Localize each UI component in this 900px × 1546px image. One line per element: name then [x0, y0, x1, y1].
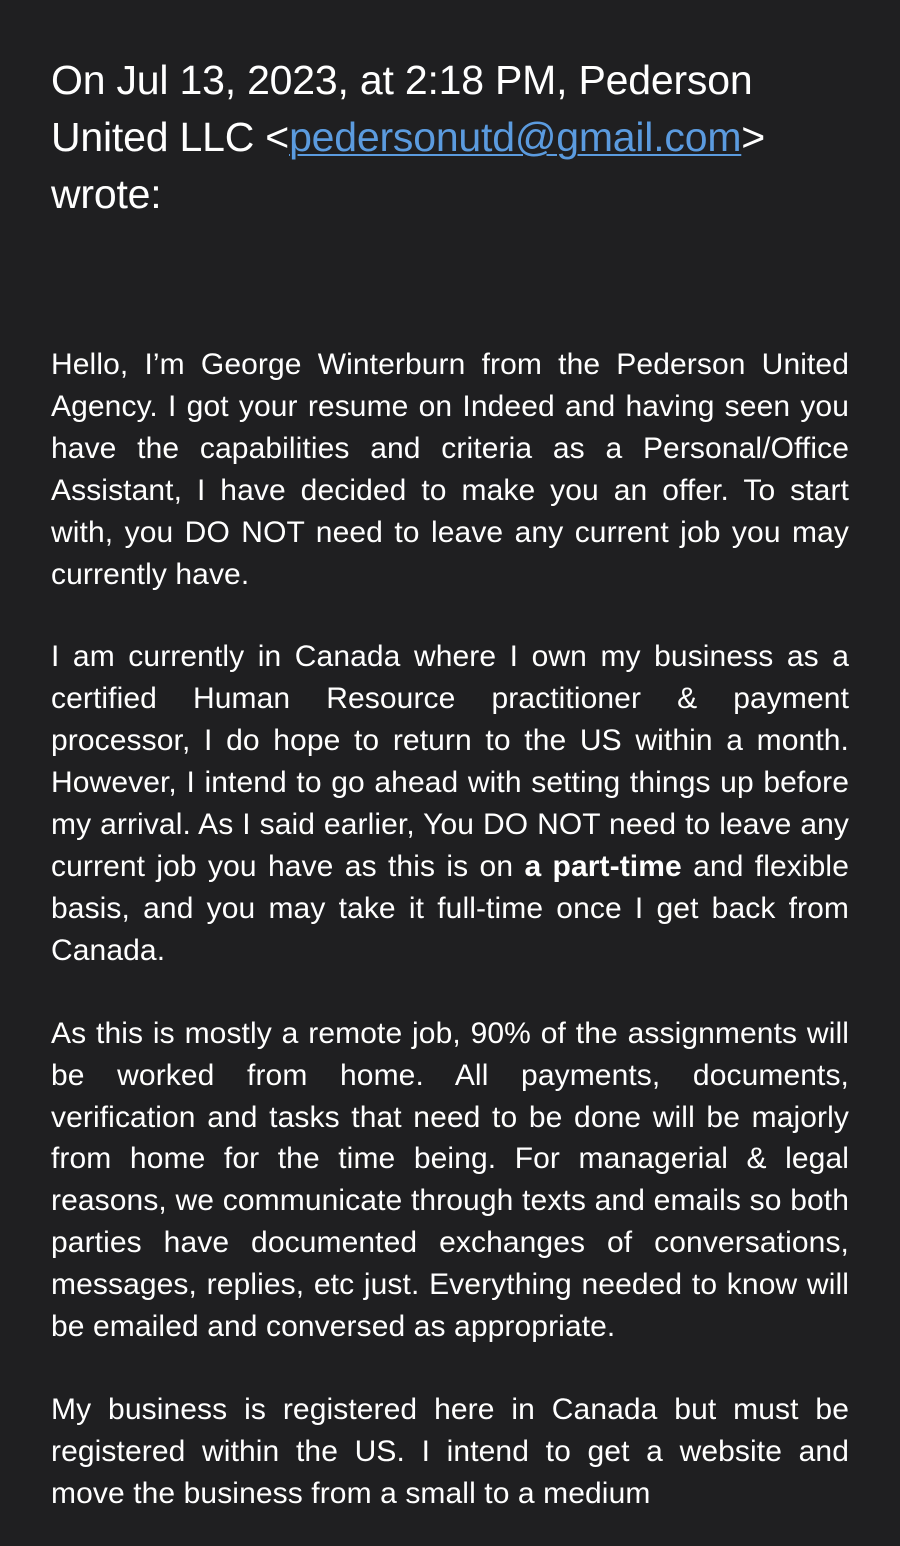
body-paragraph-1: Hello, I’m George Winterburn from the Pederson United Agency. I got your resume on Indeed and having seen you have the capabilities and criteria as a Personal/Office Assistant, I have decided to make you an offer. To start with, you DO NOT need to leave any current job you may currently have.	[51, 348, 849, 591]
body-paragraph-2-end: and flexible basis, and you may take it full-time once I get back from Canada.	[51, 849, 849, 967]
body-paragraph-2	[51, 636, 849, 971]
message-body	[51, 344, 849, 1515]
sender-email-link[interactable]: pedersonutd@gmail.com	[289, 114, 742, 160]
body-paragraph-3: As this is mostly a remote job, 90% of the assignments will be worked from home. All payments, documents, verification and tasks that need to be done will be majorly from home for the time being. For managerial & legal reasons, we communicate through texts and emails so both parties have documented exchanges of conversations, messages, replies, etc just. Everything needed to know will be emailed and conversed as appropriate.	[51, 1016, 849, 1344]
quote-header-prefix: On Jul 13, 2023, at 2:18 PM, Pederson United LLC <	[51, 57, 753, 160]
body-paragraph-2-start: I am currently in Canada where I own my business as a certified Human Resource practitioner & payment processor, I do hope to return to the US within a month. However, I intend to go ahead with setting things up before my arrival. As I said earlier, You DO NOT need to leave any current job you have as this is on	[51, 640, 849, 883]
quote-header-suffix: > wrote:	[51, 114, 766, 217]
body-paragraph-2-bold: a part-time	[524, 849, 682, 883]
body-paragraph-4: My business is registered here in Canada but must be registered within the US. I intend to get a website and move the business from a small to a medium	[51, 1392, 849, 1510]
quote-header	[51, 0, 849, 223]
